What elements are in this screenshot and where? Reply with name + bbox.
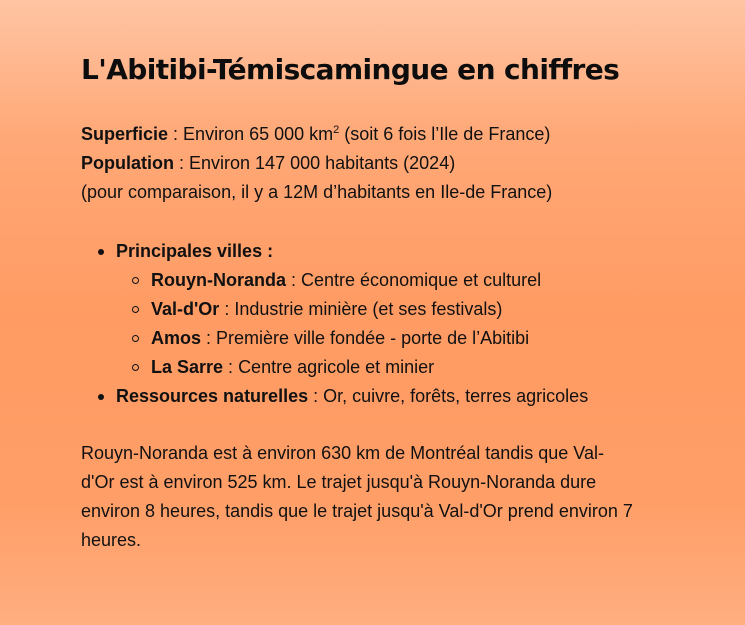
infographic-card — [81, 50, 711, 555]
city-item: La Sarre : Centre agricole et minier — [116, 353, 711, 382]
bullet-icon — [98, 394, 104, 400]
bullet-list — [81, 237, 711, 411]
fact-label: Superficie — [81, 124, 169, 144]
paragraph-line: heures. — [81, 530, 142, 550]
city-item: Rouyn-Noranda : Centre économique et culturel — [116, 266, 711, 295]
fact-value: Environ 65 000 km — [183, 124, 334, 144]
list-item-label: Ressources naturelles — [116, 386, 309, 406]
circle-bullet-icon — [132, 335, 139, 342]
list-item-value: Or, cuivre, forêts, terres agricoles — [323, 386, 589, 406]
fact-population: Population : Environ 147 000 habitants (2024) — [81, 153, 456, 173]
paragraph-line: environ 8 heures, tandis que le trajet jusqu'à Val-d'Or prend environ 7 — [81, 501, 633, 521]
page-title: L'Abitibi-Témiscamingue en chiffres — [81, 53, 620, 86]
superscript: 2 — [333, 124, 340, 136]
list-item-label: Principales villes : — [116, 241, 274, 261]
list-item-villes — [81, 237, 711, 382]
circle-bullet-icon — [132, 277, 139, 284]
city-item: Amos : Première ville fondée - porte de l’Abitibi — [116, 324, 711, 353]
fact-comparison: (pour comparaison, il y a 12M d’habitants en Ile-de France) — [81, 182, 553, 202]
fact-superficie: Superficie : Environ 65 000 $km^2$ (soit 6 fois l’Ile de France) — [81, 124, 551, 144]
travel-paragraph — [81, 439, 701, 555]
city-desc: Première ville fondée - porte de l’Abitibi — [216, 328, 530, 348]
fact-label: Population — [81, 153, 174, 173]
city-name: La Sarre — [151, 357, 224, 377]
city-name: Rouyn-Noranda — [151, 270, 286, 290]
key-facts — [81, 120, 711, 207]
cities-sublist — [116, 266, 711, 382]
paragraph-line: Rouyn-Noranda est à environ 630 km de Montréal tandis que Val- — [81, 443, 604, 463]
city-name: Val-d'Or — [151, 299, 220, 319]
fact-value: Environ 147 000 habitants (2024) — [189, 153, 456, 173]
circle-bullet-icon — [132, 306, 139, 313]
city-name: Amos — [151, 328, 202, 348]
city-desc: Industrie minière (et ses festivals) — [234, 299, 503, 319]
city-item: Val-d'Or : Industrie minière (et ses festivals) — [116, 295, 711, 324]
city-desc: Centre économique et culturel — [301, 270, 542, 290]
circle-bullet-icon — [132, 364, 139, 371]
bullet-icon — [98, 249, 104, 255]
paragraph-line: d'Or est à environ 525 km. Le trajet jusqu'à Rouyn-Noranda dure — [81, 472, 597, 492]
city-desc: Centre agricole et minier — [238, 357, 435, 377]
list-item-ressources: Ressources naturelles : Or, cuivre, forêts, terres agricoles — [81, 382, 711, 411]
